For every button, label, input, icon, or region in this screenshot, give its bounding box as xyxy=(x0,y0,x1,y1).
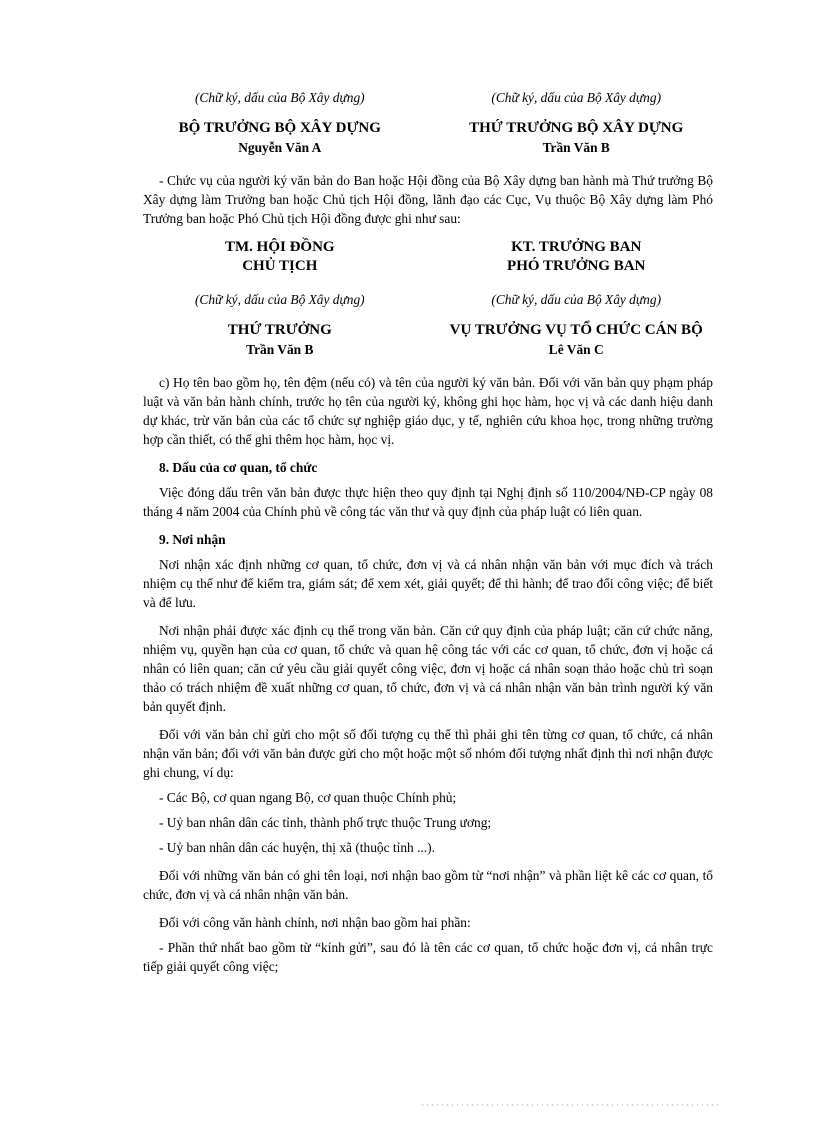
signer-title: THỨ TRƯỞNG xyxy=(227,322,332,338)
signature-right xyxy=(439,88,713,157)
signer-title: VỤ TRƯỞNG VỤ TỔ CHỨC CÁN BỘ xyxy=(449,322,703,338)
signer-name: Nguyễn Văn A xyxy=(238,140,322,155)
paragraph-c: c) Họ tên bao gồm họ, tên đệm (nếu có) và tên của người ký văn bản. Đối với văn bản quy phạm pháp luật và văn bản hành chính, trước họ tên của người ký, không ghi học hàm, học vị và các danh hiệu danh dự khác, trừ văn bản của các tổ chức sự nghiệp giáo dục, y tế, nghiên cứu khoa học, trong những trường hợp cần thiết, có thể ghi thêm học hàm, học vị. xyxy=(143,375,713,447)
section-9-paragraph: Đối với công văn hành chính, nơi nhận bao gồm hai phần: xyxy=(159,915,471,930)
paragraph-council: - Chức vụ của người ký văn bản do Ban hoặc Hội đồng của Bộ Xây dựng ban hành mà Thứ trưởng Bộ Xây dựng làm Trưởng ban hoặc Chủ tịch Hội đồng, lãnh đạo các Cục, Vụ thuộc Bộ Xây dựng làm Phó Trưởng ban hoặc Phó Chủ tịch Hội đồng được ghi như sau: xyxy=(143,173,713,226)
section-9-paragraph: Nơi nhận phải được xác định cụ thể trong văn bản. Căn cứ quy định của pháp luật; căn cứ chức năng, nhiệm vụ, quyền hạn của cơ quan, tổ chức và quan hệ công tác với các cơ quan, tổ chức, đơn vị hoặc cá nhân có liên quan; căn cứ yêu cầu giải quyết công việc, đơn vị hoặc cá nhân soạn thảo hoặc chủ trì soạn thảo có trách nhiệm đề xuất những cơ quan, tổ chức, đơn vị và cá nhân nhận văn bản trình người ký văn bản quyết định. xyxy=(143,623,713,714)
signature-block-council xyxy=(143,238,713,359)
signer-name: Trần Văn B xyxy=(246,342,314,357)
signature-note: (Chữ ký, dấu của Bộ Xây dựng) xyxy=(491,90,662,105)
signature-left xyxy=(143,88,417,157)
section-9-paragraph: Đối với những văn bản có ghi tên loại, nơi nhận bao gồm từ “nơi nhận” và phần liệt kê các cơ quan, tổ chức, đơn vị và cá nhân nhận văn bản. xyxy=(143,868,713,902)
signer-title: THỨ TRƯỞNG BỘ XÂY DỰNG xyxy=(469,120,684,136)
signature-left xyxy=(143,238,417,359)
council-line1: TM. HỘI ĐỒNG xyxy=(225,239,335,255)
signature-note: (Chữ ký, dấu của Bộ Xây dựng) xyxy=(491,292,662,307)
council-line2: PHÓ TRƯỞNG BAN xyxy=(507,258,646,274)
section-9-paragraph: Đối với văn bản chỉ gửi cho một số đối tượng cụ thể thì phải ghi tên từng cơ quan, tổ chức, cá nhân nhận văn bản; đối với văn bản được gửi cho một hoặc một số nhóm đối tượng nhất định thì nơi nhận được ghi chung, ví dụ: xyxy=(143,727,713,780)
document-page xyxy=(143,88,713,976)
signature-right xyxy=(439,238,713,359)
list-item: - Uỷ ban nhân dân các huyện, thị xã (thuộc tỉnh ...). xyxy=(159,840,435,855)
council-line1: KT. TRƯỞNG BAN xyxy=(511,239,642,255)
footer-dotted-line xyxy=(420,1104,720,1106)
signature-block-top xyxy=(143,88,713,157)
signer-name: Lê Văn C xyxy=(548,342,604,357)
section-9-paragraph: - Phần thứ nhất bao gồm từ “kính gửi”, sau đó là tên các cơ quan, tổ chức hoặc đơn vị, cá nhân trực tiếp giải quyết công việc; xyxy=(143,940,713,974)
section-8-text: Việc đóng dấu trên văn bản được thực hiện theo quy định tại Nghị định số 110/2004/NĐ-CP ngày 08 tháng 4 năm 2004 của Chính phủ về công tác văn thư và quy định của pháp luật có liên quan. xyxy=(143,485,713,519)
signature-note: (Chữ ký, dấu của Bộ Xây dựng) xyxy=(194,90,365,105)
list-item: - Uỷ ban nhân dân các tỉnh, thành phố trực thuộc Trung ương; xyxy=(159,815,492,830)
signer-name: Trần Văn B xyxy=(542,140,610,155)
section-8-heading: 8. Dấu của cơ quan, tổ chức xyxy=(159,460,318,475)
signature-note: (Chữ ký, dấu của Bộ Xây dựng) xyxy=(194,292,365,307)
council-line2: CHỦ TỊCH xyxy=(242,258,318,274)
section-9-heading: 9. Nơi nhận xyxy=(159,532,226,547)
signer-title: BỘ TRƯỞNG BỘ XÂY DỰNG xyxy=(178,120,381,136)
list-item: - Các Bộ, cơ quan ngang Bộ, cơ quan thuộc Chính phủ; xyxy=(159,790,457,805)
section-9-paragraph: Nơi nhận xác định những cơ quan, tổ chức, đơn vị và cá nhân nhận văn bản với mục đích và trách nhiệm cụ thể như để kiểm tra, giám sát; để xem xét, giải quyết; để thi hành; để trao đổi công việc; để biết và để lưu. xyxy=(143,557,713,610)
